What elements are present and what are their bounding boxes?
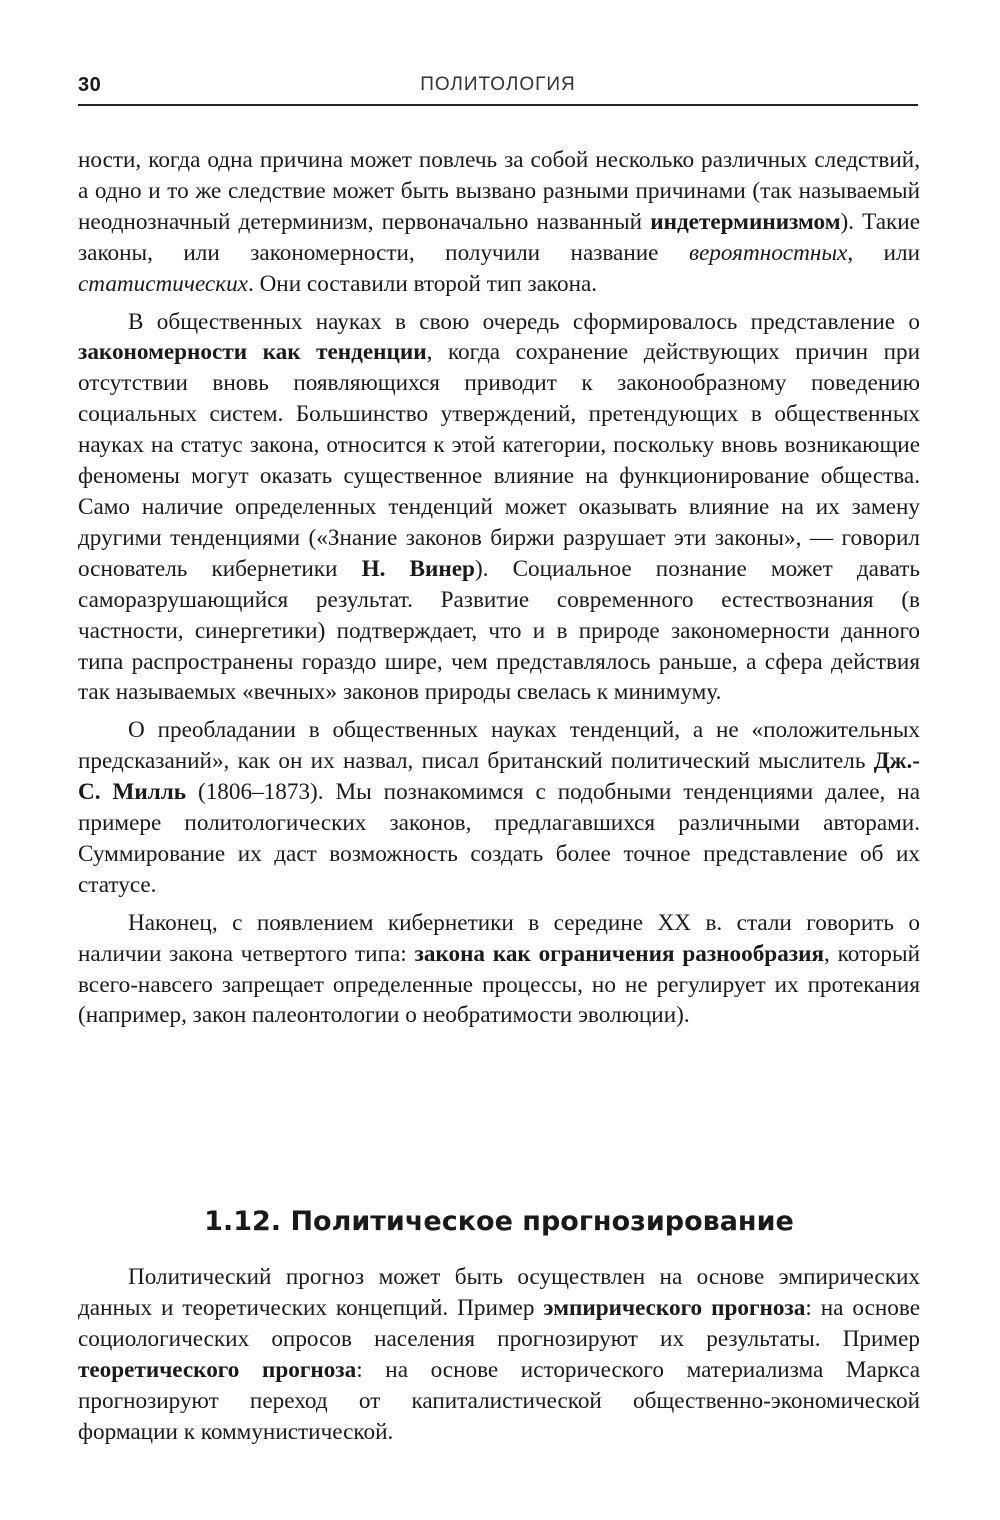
paragraph-text: ). Социальное познание может давать саморазрушающийся результат. Развитие современного естествознания (в частности, синергетики) подтверждает, что и в природе закономерности данного типа распространены гораздо шире, чем представлялось раньше, а сфера действия так называемых «вечных» законов природы свелась к минимуму.	[78, 555, 920, 706]
term-theoretical-forecast: теоретического прогноза	[78, 1356, 357, 1383]
paragraph-2	[78, 307, 920, 709]
paragraph-text: : на основе социологических опросов населения прогнозируют их результаты. Пример	[78, 1294, 920, 1352]
running-title: ПОЛИТОЛОГИЯ	[420, 74, 576, 95]
paragraph-text: , или	[847, 239, 920, 266]
paragraph-text: . Они составили второй тип закона.	[247, 270, 598, 297]
paragraph-text: , который всего-навсего запрещает определенные процессы, но не регулирует их протекания (например, закон палеонтологии о необратимости эволюции).	[78, 940, 920, 1029]
body-text	[78, 145, 920, 1031]
paragraph-text: О преобладании в общественных науках тенденций, а не «положительных предсказаний», как он их назвал, писал британский политический мыслитель	[78, 717, 920, 775]
paragraph-text: В общественных науках в свою очередь сформировалось представление о	[128, 308, 920, 335]
section-text	[78, 1262, 920, 1447]
section-heading: 1.12. Политическое прогнозирование	[204, 1206, 794, 1237]
page-number: 30	[78, 74, 102, 96]
paragraph-text: ности, когда одна причина может повлечь за собой несколько различных следствий, а одно и то же следствие может быть вызвано разными причинами (так называемый неоднозначный детерминизм, первоначально названный	[78, 147, 920, 235]
paragraph-text: Наконец, с появлением кибернетики в середине XX в. стали говорить о наличии закона четвертого типа:	[78, 909, 920, 967]
person-mill: Дж.-С. Милль	[78, 748, 920, 806]
paragraph-4	[78, 908, 920, 1032]
term-tendency: закономерности как тенденции	[78, 339, 427, 366]
paragraph-3	[78, 715, 920, 900]
person-wiener: Н. Винер	[361, 555, 475, 582]
term-probabilistic: вероятностных	[688, 239, 848, 266]
running-head	[78, 74, 918, 106]
term-empirical-forecast: эмпирического прогноза	[543, 1294, 806, 1321]
paragraph-text: , когда сохранение действующих причин при отсутствии вновь появляющихся приводит к законообразному поведению социальных систем. Большинство утверждений, претендующих в общественных науках на статус закона, относится к этой категории, поскольку вновь возникающие феномены могут оказать существенное влияние на функционирование общества. Само наличие определенных тенденций может оказывать влияние на их замену другими тенденциями («Знание законов биржи разрушает эти законы», — говорил основатель кибернетики	[78, 339, 920, 582]
section-paragraph-1	[78, 1262, 920, 1447]
term-diversity-limit: закона как ограничения разнообразия	[414, 940, 825, 967]
paragraph-text: Политический прогноз может быть осуществлен на основе эмпирических данных и теоретических концепций. Пример	[78, 1264, 920, 1321]
term-statistical: статистических	[78, 270, 248, 297]
paragraph-text: ). Такие законы, или закономерности, получили название	[78, 208, 920, 266]
paragraph-1	[78, 145, 920, 300]
paragraph-text: (1806–1873). Мы познакомимся с подобными тенденциями далее, на примере политологических законов, предлагавшихся различными авторами. Суммирование их даст возможность создать более точное представление об их статусе.	[78, 779, 920, 898]
paragraph-text: : на основе исторического материализма Маркса прогнозируют переход от капиталистической общественно-экономической формации к коммунистической.	[78, 1356, 920, 1445]
term-indeterminism: индетерминизмом	[650, 208, 841, 235]
